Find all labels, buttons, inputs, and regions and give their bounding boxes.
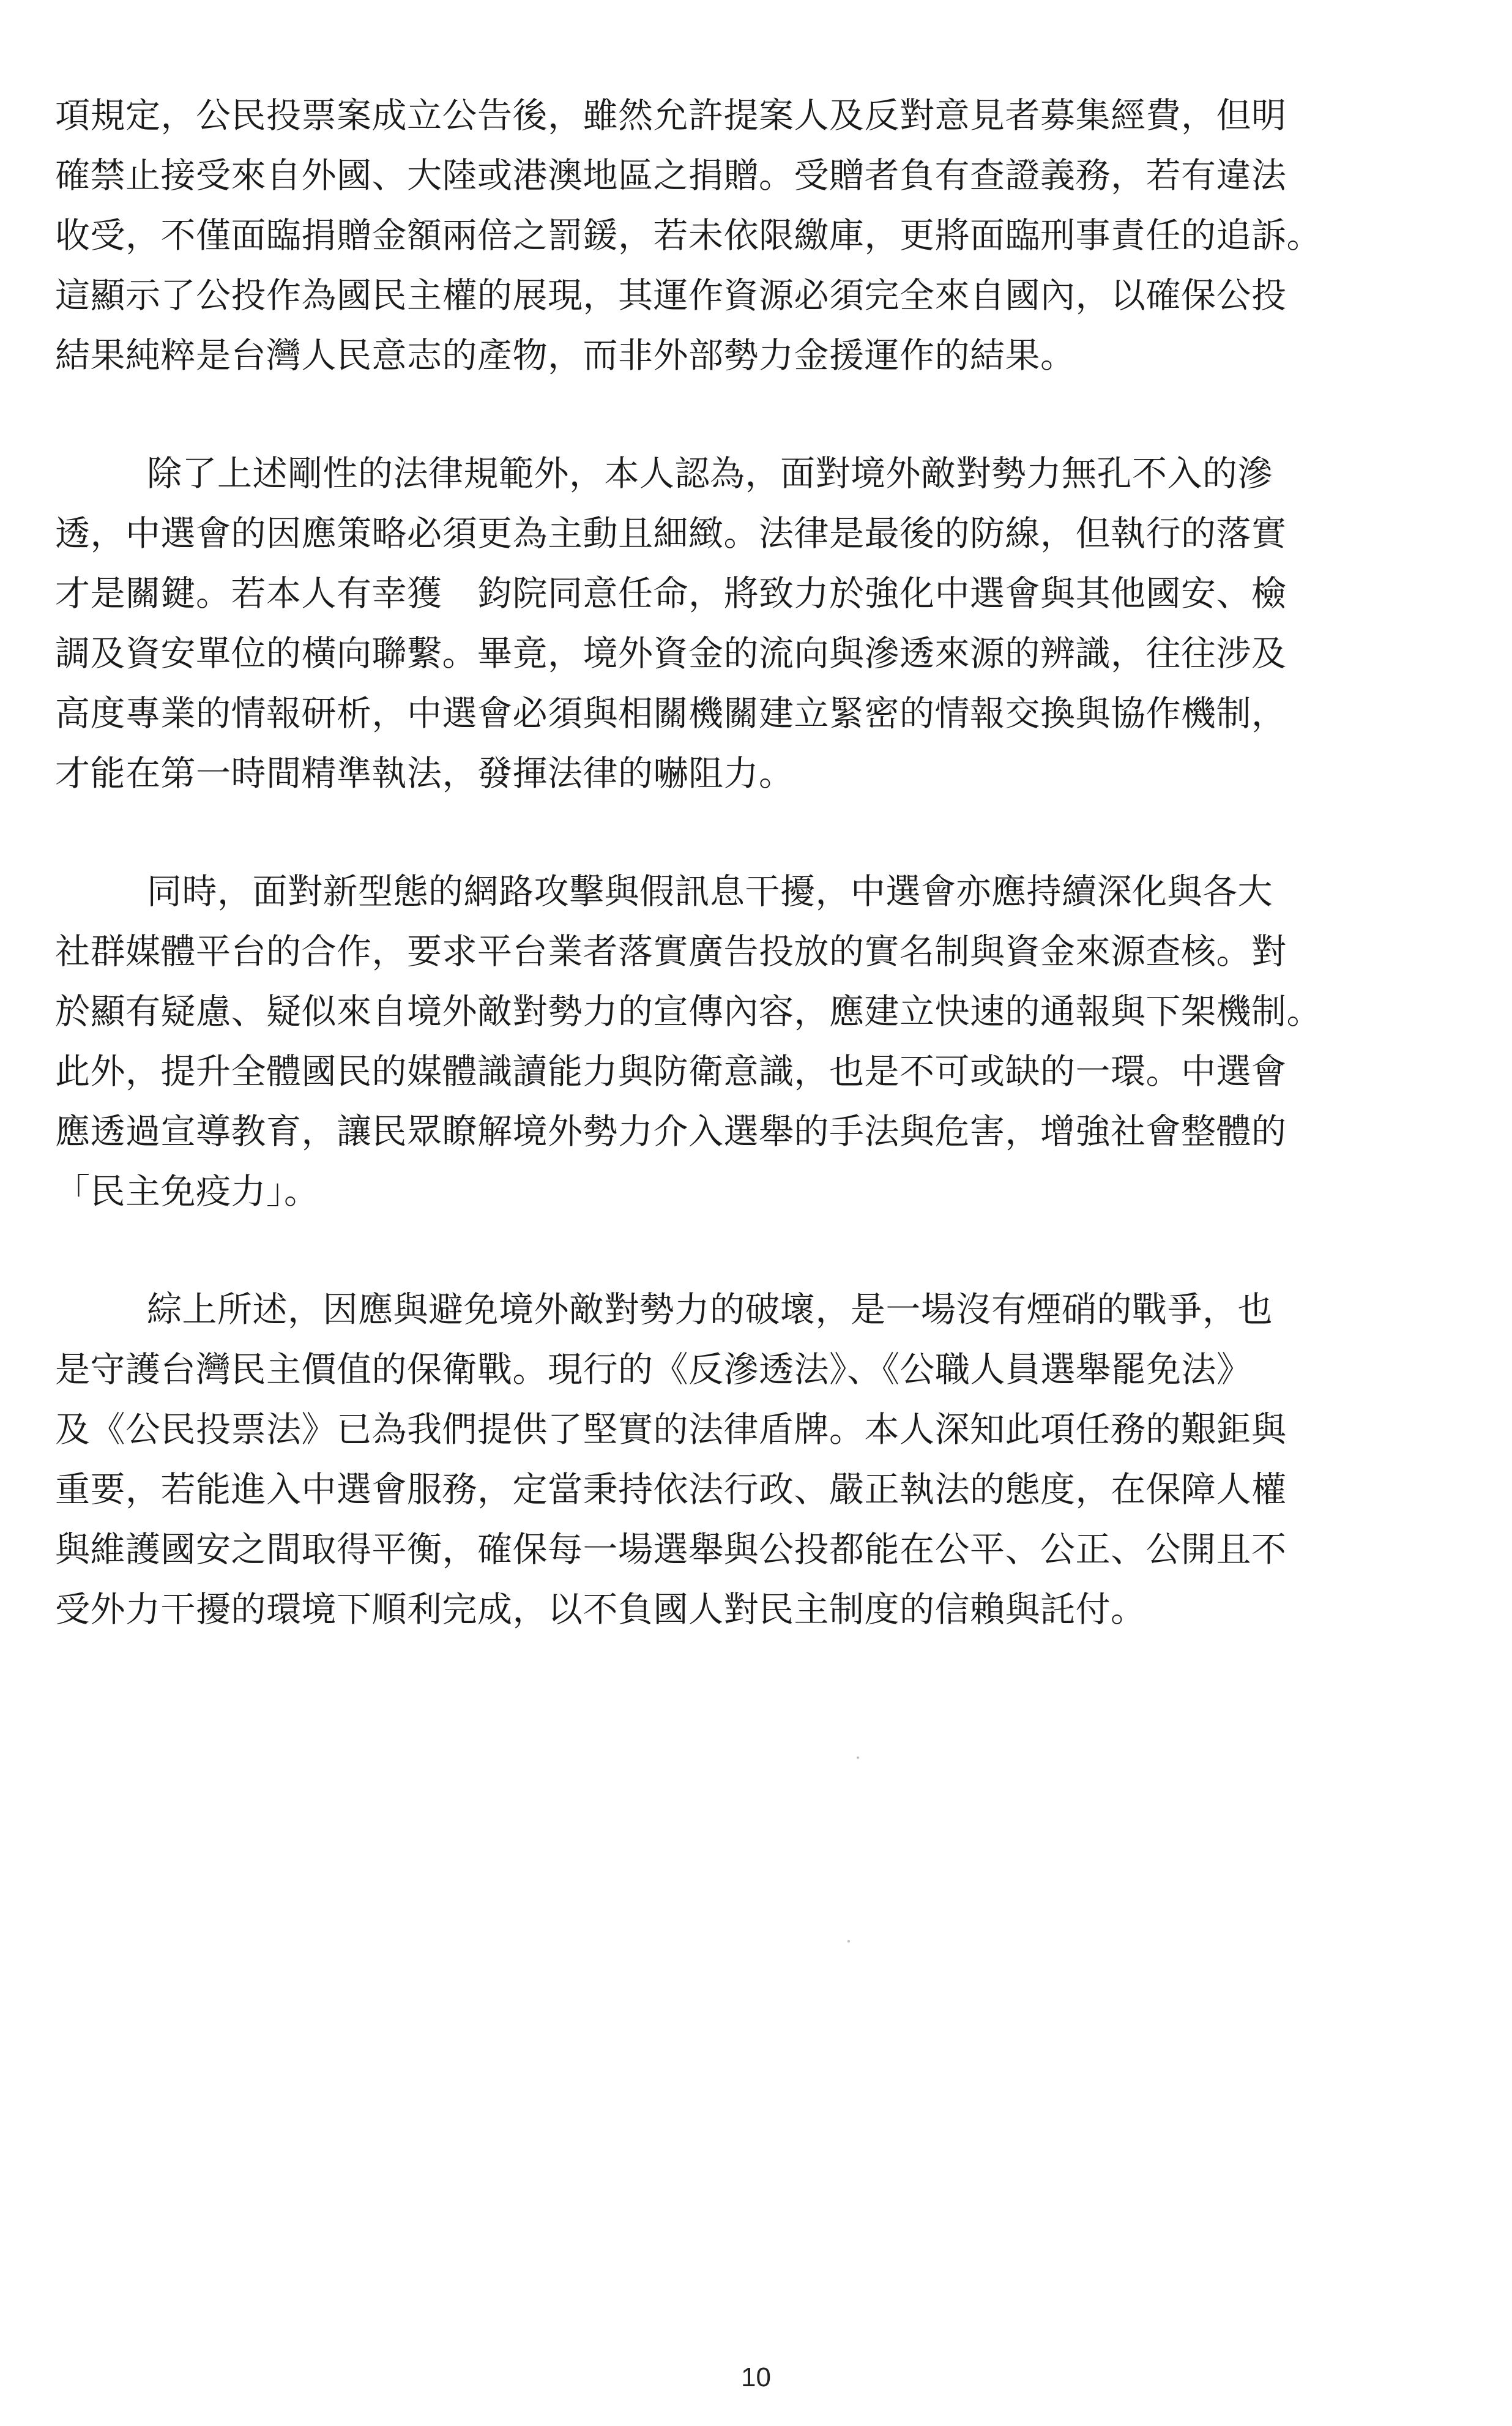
paragraph-1 xyxy=(55,86,1420,386)
text-line: 才是關鍵。若本人有幸獲 鈞院同意任命，將致力於強化中選會與其他國安、檢 xyxy=(55,573,1287,614)
text-line: 及《公民投票法》已為我們提供了堅實的法律盾牌。本人深知此項任務的艱鉅與 xyxy=(55,1409,1287,1450)
text-line: 是守護台灣民主價值的保衛戰。現行的《反滲透法》、《公職人員選舉罷免法》 xyxy=(55,1349,1252,1390)
text-line: 「民主免疫力」。 xyxy=(55,1171,319,1212)
text-line: 與維護國安之間取得平衡，確保每一場選舉與公投都能在公平、公正、公開且不 xyxy=(55,1529,1287,1570)
text-line: 這顯示了公投作為國民主權的展現，其運作資源必須完全來自國內，以確保公投 xyxy=(55,275,1287,316)
scan-speck xyxy=(847,1940,850,1943)
text-line: 除了上述剛性的法律規範外，本人認為，面對境外敵對勢力無孔不入的滲 xyxy=(147,453,1273,494)
text-line: 調及資安單位的橫向聯繫。畢竟，境外資金的流向與滲透來源的辨識，往往涉及 xyxy=(55,633,1287,674)
text-line: 應透過宣導教育，讓民眾瞭解境外勢力介入選舉的手法與危害，增強社會整體的 xyxy=(55,1111,1287,1152)
paragraph-4 xyxy=(55,1280,1420,1640)
document-body xyxy=(55,86,1420,1698)
text-line: 確禁止接受來自外國、大陸或港澳地區之捐贈。受贈者負有查證義務，若有違法 xyxy=(55,155,1287,196)
text-line: 此外，提升全體國民的媒體識讀能力與防衛意識，也是不可或缺的一環。中選會 xyxy=(55,1051,1287,1092)
text-line: 綜上所述，因應與避免境外敵對勢力的破壞，是一場沒有煙硝的戰爭，也 xyxy=(147,1290,1273,1330)
text-line: 受外力干擾的環境下順利完成，以不負國人對民主制度的信賴與託付。 xyxy=(55,1589,1146,1630)
paragraph-3 xyxy=(55,862,1420,1222)
page-number: 10 xyxy=(741,2362,771,2392)
text-line: 同時，面對新型態的網路攻擊與假訊息干擾，中選會亦應持續深化與各大 xyxy=(147,871,1273,912)
scan-speck xyxy=(857,1756,859,1759)
text-line: 透，中選會的因應策略必須更為主動且細緻。法律是最後的防線，但執行的落實 xyxy=(55,513,1287,554)
text-line: 才能在第一時間精準執法，發揮法律的嚇阻力。 xyxy=(55,753,794,794)
text-line: 項規定，公民投票案成立公告後，雖然允許提案人及反對意見者募集經費，但明 xyxy=(55,95,1287,136)
text-line: 於顯有疑慮、疑似來自境外敵對勢力的宣傳內容，應建立快速的通報與下架機制。 xyxy=(55,991,1322,1032)
paragraph-2 xyxy=(55,444,1420,804)
text-line: 重要，若能進入中選會服務，定當秉持依法行政、嚴正執法的態度，在保障人權 xyxy=(55,1469,1287,1510)
text-line: 社群媒體平台的合作，要求平台業者落實廣告投放的實名制與資金來源查核。對 xyxy=(55,931,1287,972)
text-line: 結果純粹是台灣人民意志的產物，而非外部勢力金援運作的結果。 xyxy=(55,335,1076,376)
text-line: 高度專業的情報研析，中選會必須與相關機關建立緊密的情報交換與協作機制， xyxy=(55,693,1287,734)
text-line: 收受，不僅面臨捐贈金額兩倍之罰鍰，若未依限繳庫，更將面臨刑事責任的追訴。 xyxy=(55,215,1322,256)
